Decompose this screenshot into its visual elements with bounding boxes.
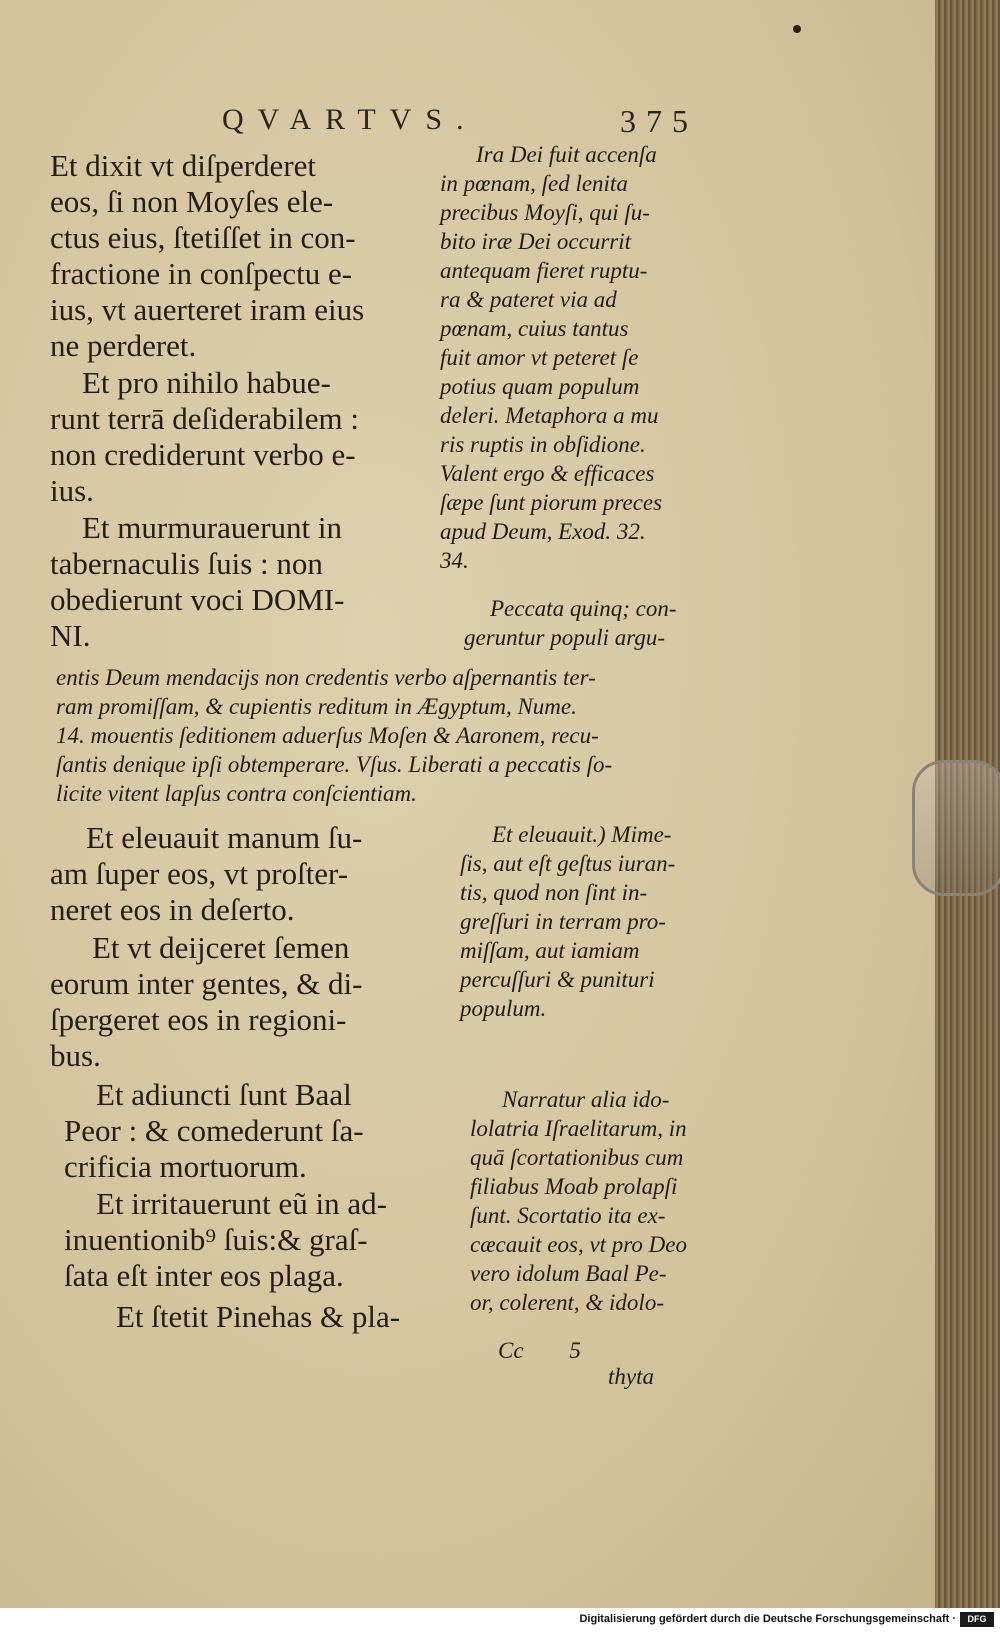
gloss-line: ſantis denique ipſi obtemperare. Vſus. Liberati a peccatis ſo- [56, 752, 613, 777]
gloss-block-1 [440, 140, 710, 575]
main-line: ctus eius, ſtetiſſet in con- [50, 220, 356, 255]
gloss-line: Valent ergo & efficaces [440, 461, 655, 486]
main-text-block-8 [50, 1299, 440, 1335]
main-line: crificia mortuorum. [64, 1149, 307, 1184]
main-text-block-3 [50, 510, 440, 654]
main-text-block-6 [50, 1077, 440, 1185]
gloss-line: ris ruptis in obſidione. [440, 432, 646, 457]
gloss-line: populum. [460, 996, 547, 1021]
gloss-line: precibus Moyſi, qui ſu- [440, 200, 650, 225]
main-line: ſata eſt inter eos plaga. [64, 1258, 344, 1293]
gloss-line: bito iræ Dei occurrit [440, 229, 632, 254]
gloss-block-3 [460, 820, 730, 1023]
gloss-line: Ira Dei fuit accenſa [476, 142, 657, 167]
gloss-block-2 [450, 594, 720, 652]
main-line: ſpergeret eos in regioni- [50, 1002, 347, 1037]
main-line: ius, vt auerteret iram eius [50, 292, 365, 327]
catchword: thyta [608, 1364, 654, 1389]
main-line: neret eos in deſerto. [50, 892, 295, 927]
gloss-block-4 [470, 1085, 740, 1317]
gloss-line: ram promiſſam, & cupientis reditum in Ægyptum, Nume. [56, 694, 577, 719]
gloss-line: filiabus Moab prolapſi [470, 1174, 678, 1199]
main-line: ne perderet. [50, 328, 197, 363]
gloss-line: deleri. Metaphora a mu [440, 403, 659, 428]
gloss-line: antequam fieret ruptu- [440, 258, 648, 283]
main-line: Peor : & comederunt ſa- [64, 1113, 364, 1148]
catchline [498, 1338, 738, 1390]
main-line: tabernaculis ſuis : non [50, 546, 323, 581]
page-clip [912, 760, 1000, 896]
main-line: inuentionib⁹ ſuis:& graſ- [64, 1222, 368, 1257]
gloss-line: in pœnam, ſed lenita [440, 171, 628, 196]
gloss-line: quā ſcortationibus cum [470, 1145, 684, 1170]
gloss-line: licite vitent lapſus contra conſcientiam. [56, 781, 417, 806]
gloss-line: Peccata quinq; con- [490, 596, 677, 621]
main-line: fractione in conſpectu e- [50, 256, 353, 291]
ink-speck [793, 25, 801, 33]
gloss-line: tis, quod non ſint in- [460, 880, 648, 905]
gloss-line: ſunt. Scortatio ita ex- [470, 1203, 666, 1228]
gloss-line: fuit amor vt peteret ſe [440, 345, 639, 370]
main-line: eos, ſi non Moyſes ele- [50, 184, 334, 219]
signature-number: 5 [569, 1338, 581, 1363]
gloss-line: ſis, aut eſt geſtus iuran- [460, 851, 676, 876]
main-text-block-2 [50, 365, 440, 509]
main-text-block-4 [50, 820, 440, 928]
gloss-line: Narratur alia ido- [502, 1087, 670, 1112]
main-line: bus. [50, 1038, 101, 1073]
signature-mark: Cc [498, 1338, 524, 1363]
main-line: runt terrā deſiderabilem : [50, 401, 360, 436]
gloss-line: Et eleuauit.) Mime- [492, 822, 672, 847]
main-line: am ſuper eos, vt proſter- [50, 856, 349, 891]
running-header [222, 103, 702, 143]
running-title: QVARTVS. [222, 103, 478, 136]
main-text-block-5 [50, 930, 440, 1074]
gloss-line: apud Deum, Exod. 32. [440, 519, 646, 544]
gloss-line: or, colerent, & idolo- [470, 1290, 664, 1315]
main-line: obedierunt voci DOMI- [50, 582, 345, 617]
main-line: Et eleuauit manum ſu- [86, 820, 363, 855]
gloss-line: lolatria Iſraelitarum, in [470, 1116, 687, 1141]
gloss-line: entis Deum mendacijs non credentis verbo aſpernantis ter- [56, 665, 596, 690]
digitization-footer [0, 1608, 1000, 1632]
gloss-line: pœnam, cuius tantus [440, 316, 629, 341]
gloss-line: greſſuri in terram pro- [460, 909, 666, 934]
gloss-line: ſæpe ſunt piorum preces [440, 490, 663, 515]
gloss-line: percuſſuri & punituri [460, 967, 655, 992]
gloss-line: miſſam, aut iamiam [460, 938, 640, 963]
main-line: Et ſtetit Pinehas & pla- [116, 1299, 401, 1334]
main-line: NI. [50, 618, 91, 653]
page-number: 375 [620, 103, 698, 139]
main-line: eorum inter gentes, & di- [50, 966, 363, 1001]
main-line: Et pro nihilo habue- [82, 365, 331, 400]
main-line: Et vt deijceret ſemen [92, 930, 350, 965]
footer-text: Digitalisierung gefördert durch die Deutsche Forschungsgemeinschaft · [579, 1613, 956, 1625]
main-line: non crediderunt verbo e- [50, 437, 356, 472]
main-line: ius. [50, 473, 94, 508]
gloss-line: 34. [440, 548, 469, 573]
gloss-line: cæcauit eos, vt pro Deo [470, 1232, 687, 1257]
gloss-line: ra & pateret via ad [440, 287, 617, 312]
main-line: Et adiuncti ſunt Baal [96, 1077, 352, 1112]
gloss-line: vero idolum Baal Pe- [470, 1261, 667, 1286]
gloss-line: geruntur populi argu- [464, 625, 666, 650]
dfg-logo: DFG [960, 1612, 994, 1627]
main-line: Et dixit vt diſperderet [50, 148, 317, 183]
gloss-line: potius quam populum [440, 374, 640, 399]
main-text-block-7 [50, 1186, 440, 1294]
gloss-wide-block [56, 663, 706, 808]
gloss-line: 14. mouentis ſeditionem aduerſus Moſen & Aaronem, recu- [56, 723, 599, 748]
main-line: Et irritauerunt eũ in ad- [96, 1186, 387, 1221]
main-text-block-1 [50, 148, 440, 364]
main-line: Et murmurauerunt in [82, 510, 342, 545]
